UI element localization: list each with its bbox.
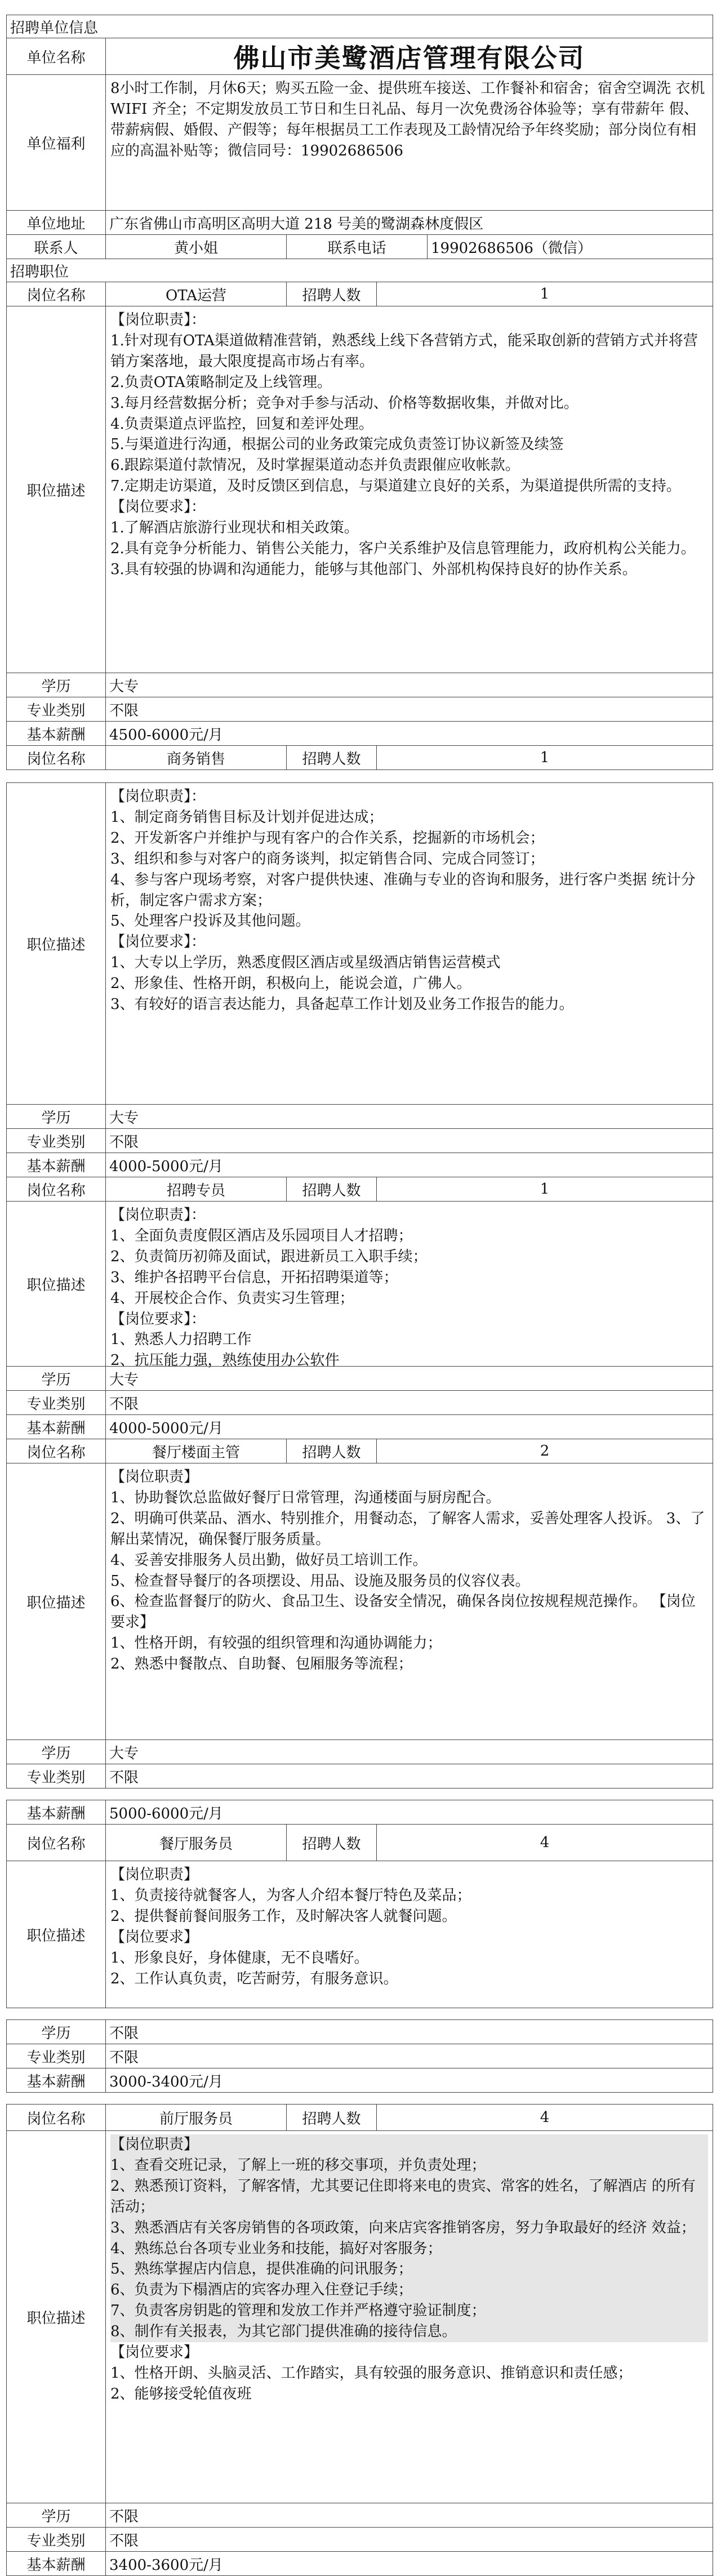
job-salary: 4000-5000元/月: [109, 1158, 223, 1175]
position-label: 岗位名称: [7, 2105, 106, 2130]
jobs-table-2: [6, 782, 713, 1788]
job-title: OTA运营: [106, 282, 287, 306]
job-headcount: 1: [540, 749, 550, 766]
position-label: 岗位名称: [7, 746, 106, 769]
jobs-table-5: [6, 2104, 713, 2576]
phone-value: 19902686506（微信）: [431, 239, 592, 257]
salary-label: 基本薪酬: [7, 1800, 106, 1824]
description-label: 职位描述: [7, 1463, 106, 1739]
contact-label: 联系人: [7, 235, 106, 259]
job-major: 不限: [109, 1395, 139, 1413]
welfare-label: 单位福利: [7, 75, 106, 210]
salary-label: 基本薪酬: [7, 722, 106, 745]
major-label: 专业类别: [7, 2528, 106, 2551]
job-salary: 4000-5000元/月: [109, 1420, 223, 1437]
company-info-section-title: 招聘单位信息: [10, 19, 99, 37]
job-header-row: [7, 1177, 713, 1202]
job-description: 【岗位职责】 1、查看交班记录，了解上一班的移交事项，并负责处理； 2、熟悉预订资料，了解客情，尤其要记住即将来电的贵宾、常客的姓名，了解酒店 的所有活动； 3、熟悉酒店有关客房销售的各项政策，向来店宾客推销客房，努力争取最好的经济 效益； 4、熟练总台各项专业业务和技能，搞好对客服务； 5、熟练掌握店内信息，提供准确的问讯服务； 6、负责为下榻酒店的宾客办理入住登记手续； 7、负责客房钥匙的管理和发放工作并严格遵守验证制度； 8、制作有关报表，为其它部门提供准确的接待信息。 【岗位要求】 1、性格开朗、头脑灵活、工作踏实，具有较强的服务意识、推销意识和责任感； 2、能够接受轮值夜班: [106, 2131, 713, 2503]
job-education: 大专: [109, 678, 139, 695]
headcount-label: 招聘人数: [287, 746, 377, 769]
job-header-row: [7, 1825, 713, 1861]
headcount-label: 招聘人数: [287, 1177, 377, 1201]
salary-label: 基本薪酬: [7, 2068, 106, 2092]
major-label: 专业类别: [7, 2044, 106, 2068]
major-label: 专业类别: [7, 697, 106, 721]
education-label: 学历: [7, 2503, 106, 2527]
position-label: 岗位名称: [7, 282, 106, 306]
job-education: 不限: [109, 2508, 139, 2525]
job-salary: 5000-6000元/月: [109, 1805, 223, 1822]
headcount-label: 招聘人数: [287, 1825, 377, 1861]
job-major: 不限: [109, 702, 139, 719]
job-title: 招聘专员: [106, 1177, 287, 1201]
position-label: 岗位名称: [7, 1177, 106, 1201]
job-education: 不限: [109, 2025, 139, 2042]
salary-label: 基本薪酬: [7, 1153, 106, 1177]
job-title: 商务销售: [106, 746, 287, 769]
welfare-text: 8小时工作制，月休6天；购买五险一金、提供班车接送、工作餐补和宿舍；宿舍空调洗 衣机 WIFI 齐全；不定期发放员工节日和生日礼品、每月一次免费汤谷体验等；享有带薪年 假、带薪病假、婚假、产假等；每年根据员工工作表现及工龄情况给予年终奖励；部分岗位有相应的高温补贴等；微信同号：19902686506: [110, 80, 705, 159]
education-label: 学历: [7, 2020, 106, 2044]
job-header-row: [7, 746, 713, 770]
position-label: 岗位名称: [7, 1825, 106, 1861]
job-education: 大专: [109, 1371, 139, 1389]
job-major: 不限: [109, 2532, 139, 2550]
jobs-table-4: [6, 2019, 713, 2093]
jobs-table-3: [6, 1800, 713, 2008]
company-name: 佛山市美鹭酒店管理有限公司: [233, 43, 585, 73]
jobs-section-title: 招聘职位: [10, 263, 69, 281]
education-label: 学历: [7, 1367, 106, 1390]
job-description: 【岗位职责】 1、负责接待就餐客人，为客人介绍本餐厅特色及菜品； 2、提供餐前餐间服务工作，及时解决客人就餐问题。 【岗位要求】 1、形象良好，身体健康，无不良嗜好。 2、工作认真负责，吃苦耐劳，有服务意识。: [110, 1866, 471, 1987]
description-label: 职位描述: [7, 783, 106, 1104]
job-major: 不限: [109, 1133, 139, 1151]
job-headcount: 1: [540, 1181, 550, 1198]
education-label: 学历: [7, 673, 106, 697]
address-label: 单位地址: [7, 211, 106, 234]
description-label: 职位描述: [7, 306, 106, 673]
headcount-label: 招聘人数: [287, 2105, 377, 2130]
description-label: 职位描述: [7, 1202, 106, 1366]
address-value: 广东省佛山市高明区高明大道 218 号美的鹭湖森林度假区: [109, 215, 484, 233]
job-description: 【岗位职责】： 1、全面负责度假区酒店及乐园项目人才招聘； 2、负责简历初筛及面试，跟进新员工入职手续； 3、维护各招聘平台信息，开拓招聘渠道等； 4、开展校企合作、负责实习生管理； 【岗位要求】： 1、熟悉人力招聘工作 2、抗压能力强，熟练使用办公软件: [110, 1207, 428, 1369]
job-salary: 3400-3600元/月: [109, 2556, 223, 2574]
job-title: 前厅服务员: [106, 2105, 287, 2130]
major-label: 专业类别: [7, 1764, 106, 1788]
salary-label: 基本薪酬: [7, 1415, 106, 1439]
job-salary: 3000-3400元/月: [109, 2073, 223, 2090]
job-header-row: [7, 2105, 713, 2131]
job-headcount: 4: [540, 2109, 550, 2126]
job-headcount: 2: [540, 1443, 550, 1460]
education-label: 学历: [7, 1740, 106, 1764]
job-salary: 4500-6000元/月: [109, 726, 223, 744]
description-label: 职位描述: [7, 1861, 106, 2008]
major-label: 专业类别: [7, 1129, 106, 1153]
education-label: 学历: [7, 1105, 106, 1128]
job-headcount: 4: [540, 1834, 550, 1851]
job-description: 【岗位职责】 1、协助餐饮总监做好餐厅日常管理，沟通楼面与厨房配合。 2、明确可供菜品、酒水、特别推介，用餐动态，了解客人需求，妥善处理客人投诉。 3、了解出菜情况，确保餐厅服务质量。 4、妥善安排服务人员出勤，做好员工培训工作。 5、检查督导餐厅的各项摆设、用品、设施及服务员的仪容仪表。 6、检查监督餐厅的防火、食品卫生、设备安全情况，确保各岗位按规程规范操作。 【岗位要求】 1、性格开朗，有较强的组织管理和沟通协调能力； 2、熟悉中餐散点、自助餐、包厢服务等流程；: [110, 1469, 705, 1673]
job-education: 大专: [109, 1109, 139, 1127]
job-education: 大专: [109, 1745, 139, 1762]
salary-label: 基本薪酬: [7, 2552, 106, 2575]
recruitment-document: [6, 15, 713, 2576]
job-major: 不限: [109, 1769, 139, 1786]
position-label: 岗位名称: [7, 1439, 106, 1463]
job-description: 【岗位职责】： 1.针对现有OTA渠道做精准营销，熟悉线上线下各营销方式，能采取创新的营销方式并将营销方案落地，最大限度提高市场占有率。 2.负责OTA策略制定及上线管理。 3.每月经营数据分析；竞争对手参与活动、价格等数据收集，并做对比。 4.负责渠道点评监控，回复和差评处理。 5.与渠道进行沟通，根据公司的业务政策完成负责签订协议新签及续签 6.跟踪渠道付款情况，及时掌握渠道动态并负责跟催应收帐款。 7.定期走访渠道，及时反馈区到信息，与渠道建立良好的关系，为渠道提供所需的支持。 【岗位要求】： 1.了解酒店旅游行业现状和相关政策。 2.具有竞争分析能力、销售公关能力，客户关系维护及信息管理能力，政府机构公关能力。 3.具有较强的协调和沟通能力，能够与其他部门、外部机构保持良好的协作关系。: [110, 312, 698, 578]
company-info-table: [6, 15, 713, 770]
job-description: 【岗位职责】： 1、制定商务销售目标及计划并促进达成； 2、开发新客户并维护与现有客户的合作关系，挖掘新的市场机会； 3、组织和参与对客户的商务谈判，拟定销售合同、完成合同签订； 4、参与客户现场考察，对客户提供快速、准确与专业的咨询和服务，进行客户类据 统计分析，制定客户需求方案； 5、处理客户投诉及其他问题。 【岗位要求】： 1、大专以上学历，熟悉度假区酒店或星级酒店销售运营模式 2、形象佳、性格开朗，积极向上，能说会道，广佛人。 3、有较好的语言表达能力，具备起草工作计划及业务工作报告的能力。: [110, 788, 696, 1013]
major-label: 专业类别: [7, 1391, 106, 1414]
headcount-label: 招聘人数: [287, 282, 377, 306]
phone-label: 联系电话: [287, 235, 428, 259]
job-headcount: 1: [540, 286, 550, 302]
job-major: 不限: [109, 2049, 139, 2066]
company-name-label: 单位名称: [7, 38, 106, 74]
job-header-row: [7, 282, 713, 306]
job-title: 餐厅服务员: [106, 1825, 287, 1861]
job-header-row: [7, 1439, 713, 1463]
description-label: 职位描述: [7, 2131, 106, 2503]
headcount-label: 招聘人数: [287, 1439, 377, 1463]
job-title: 餐厅楼面主管: [106, 1439, 287, 1463]
contact-value: 黄小姐: [106, 235, 287, 259]
